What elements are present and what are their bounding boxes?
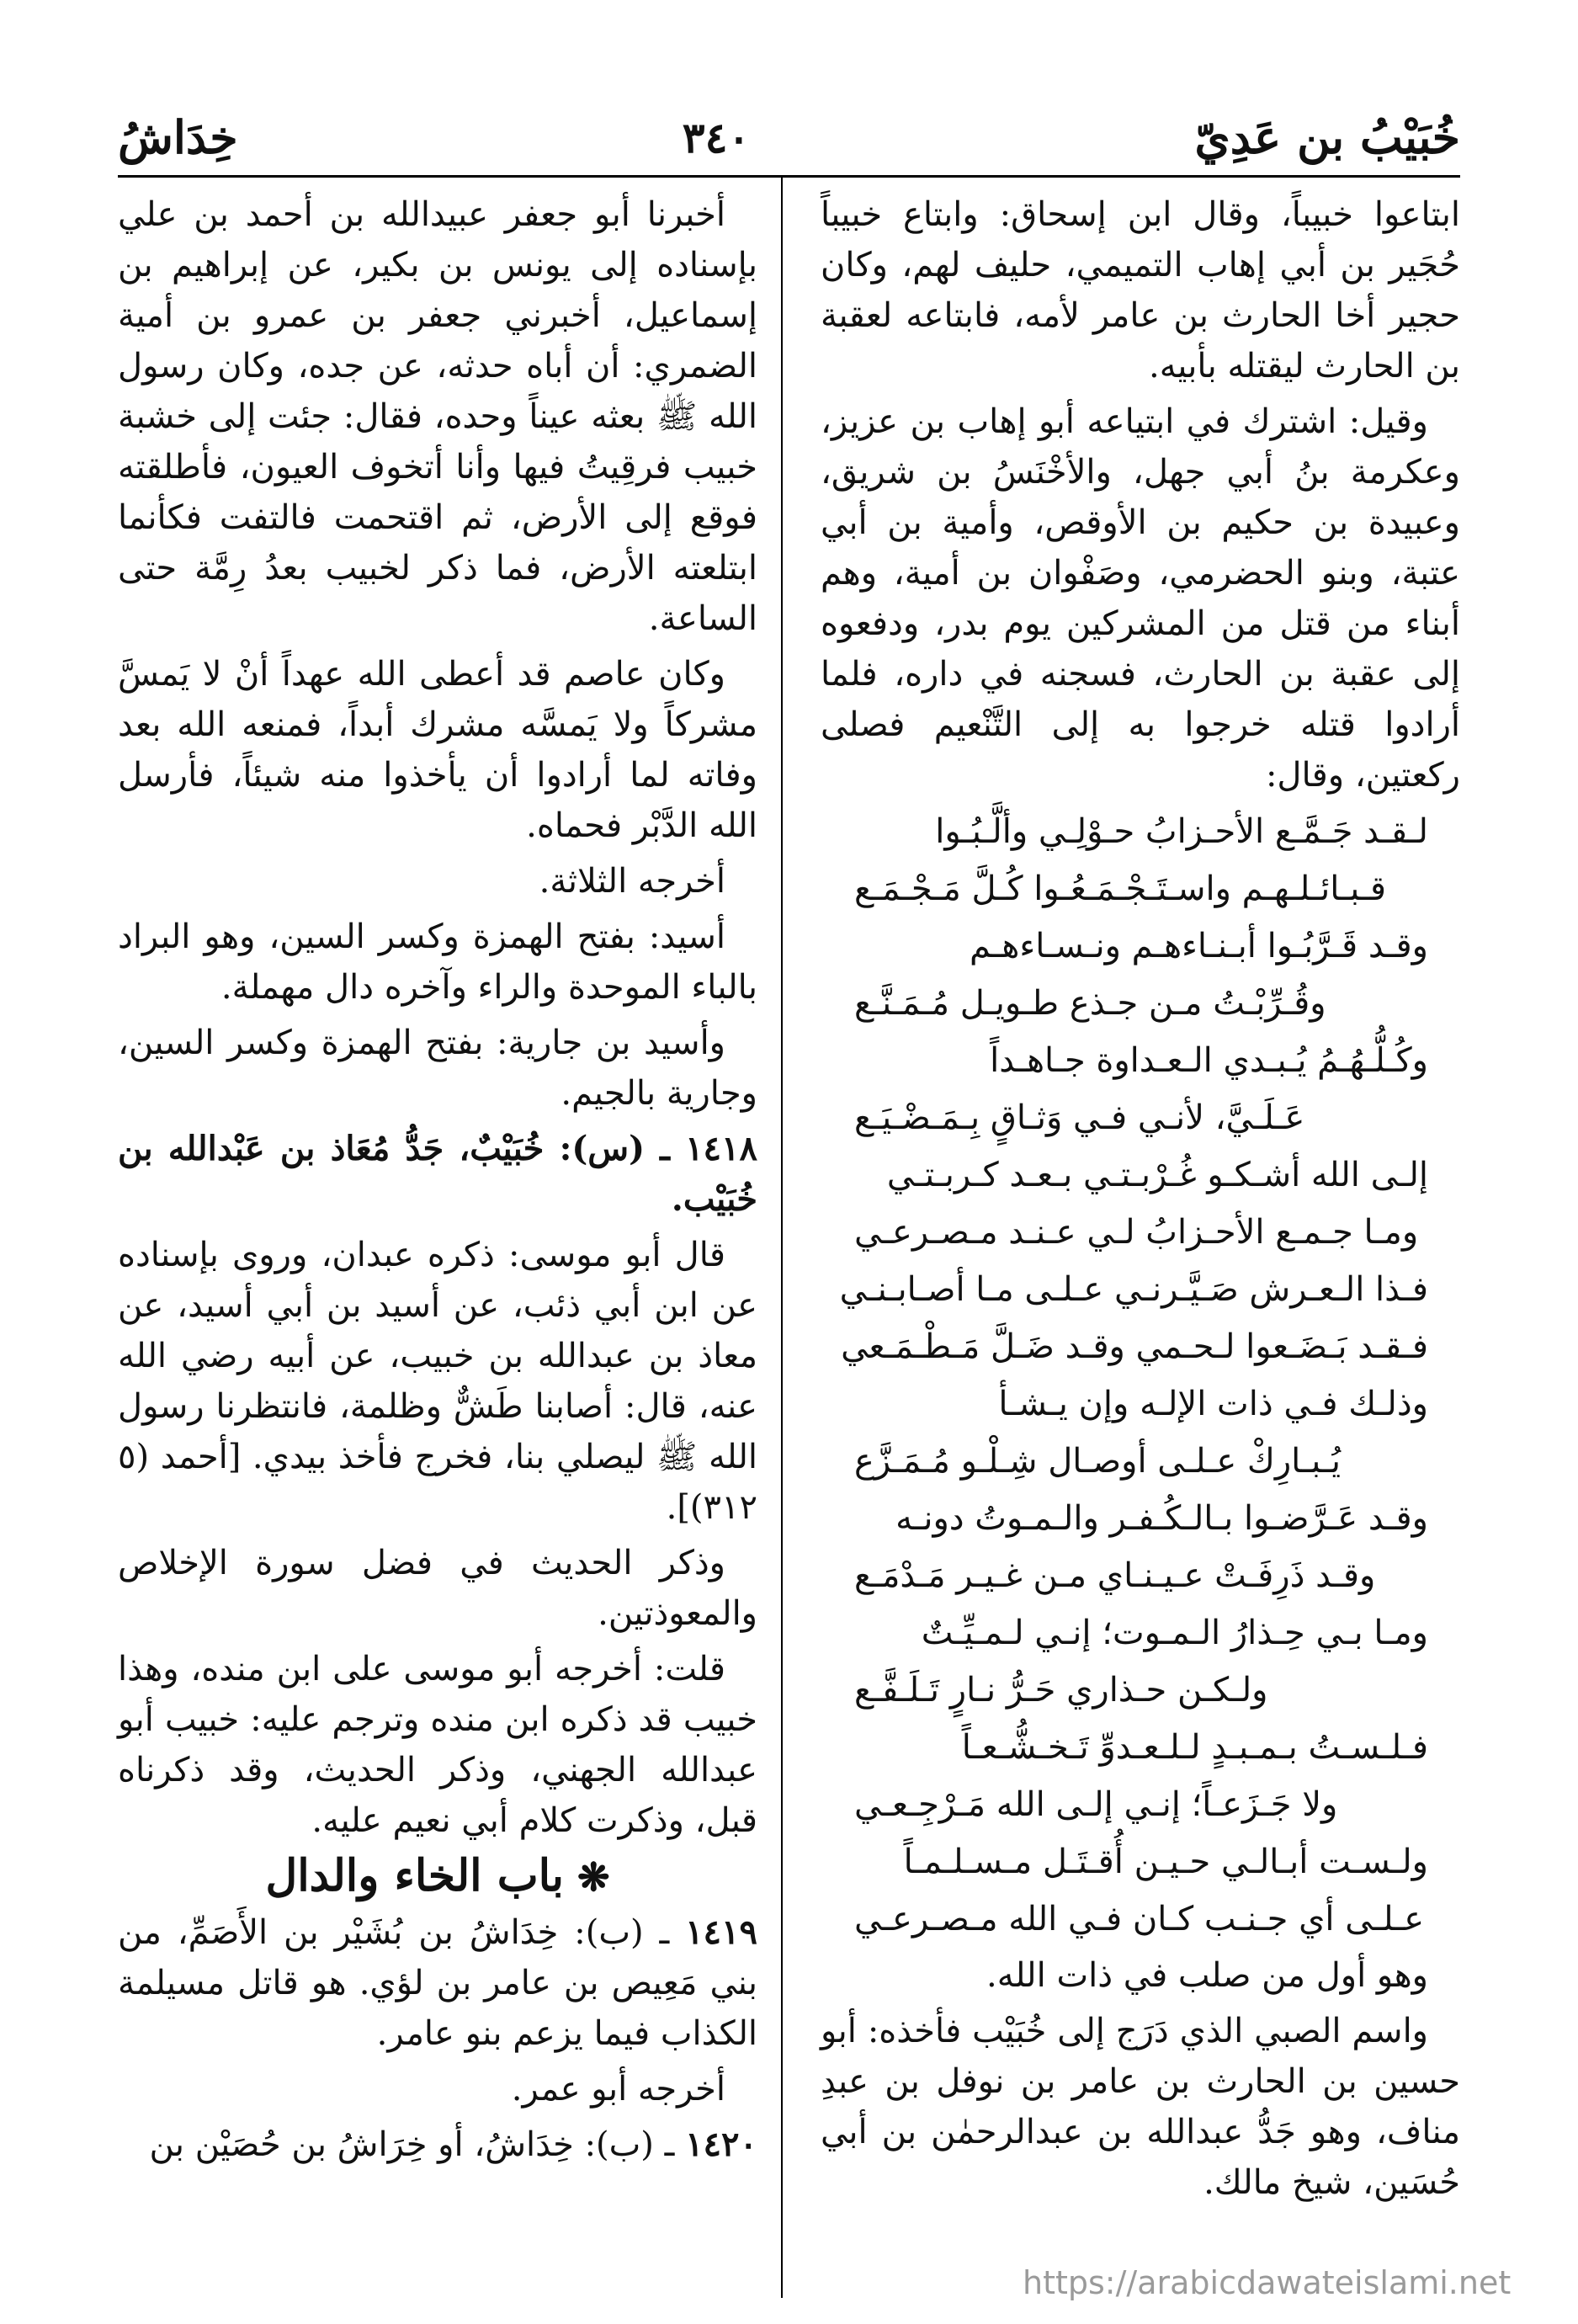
- verse-line: ولـسـت أبـالـي حـيـن أُقـتَـل مـسـلـمـاً: [903, 1843, 1428, 1881]
- page-number: ٣٤٠: [682, 112, 751, 162]
- paragraph: وهو أول من صلب في ذات الله.: [986, 1956, 1428, 1995]
- flower-ornament-icon: ❋: [577, 1854, 610, 1900]
- entry-heading: ـ (ب): خِدَاشُ بن بُشَيْر بن الأَصَمِّ، من بني مَعِيص بن عامر بن لؤي. هو قاتل مسيلمة الكذاب فيما يزعم بنو عامر.: [118, 1913, 757, 2053]
- left-column: [118, 189, 757, 2175]
- right-column: [821, 189, 1460, 2213]
- paragraph: أخرجه أبو عمر.: [511, 2070, 725, 2109]
- verse-line: لـقـد جَـمَّـع الأحـزابُ حـوْلِـي وألَّـبُـوا: [935, 812, 1428, 851]
- verse-line: وقُـرِّبْـتُ مـن جـذع طـويـل مُـمَـنَّـع: [854, 984, 1326, 1023]
- poem: [821, 806, 1460, 1945]
- entry-1419: [118, 1907, 757, 2059]
- entry-1418: [118, 1124, 757, 1225]
- verse-line: ومـا جـمـع الأحـزابُ لـي عـنـد مـصـرعـي: [854, 1213, 1419, 1252]
- verse-line: ولـكـن حـذاري حَـرُّ نـارٍ تَـلَـفَّـع: [854, 1671, 1268, 1710]
- header-rule: [118, 175, 1460, 178]
- paragraph: وذكر الحديث في فضل سورة الإخلاص والمعوذتين.: [118, 1544, 757, 1633]
- paragraph: أخرجه الثلاثة.: [539, 862, 725, 901]
- verse-line: إلـى الله أشـكـو غُـرْبـتـي بـعـد كـربـتـي: [886, 1156, 1428, 1194]
- paragraph: وقيل: اشترك في ابتياعه أبو إهاب بن عزيز، وعكرمة بنُ أبي جهل، والأخْنَسُ بن شريق، وعبيدة بن حكيم بن الأوقص، وأمية بن أبي عتبة، وبنو الحضرمي، وصَفْوان بن أمية، وهم أبناء من قتل من المشركين يوم بدر، ودفعوه إلى عقبة بن الحارث، فسجنه في داره، فلما أرادوا قتله خرجوا به إلى التَّنْعيم فصلى ركعتين، وقال:: [821, 402, 1460, 795]
- entry-number: ١٤١٩: [685, 1912, 757, 1952]
- column-divider: [781, 177, 783, 2298]
- section-title-text: باب الخاء والدال: [265, 1850, 564, 1901]
- watermark: https://arabicdawateislami.net: [1023, 2264, 1512, 2301]
- running-title-left: خِدَاشُ: [118, 110, 238, 164]
- verse-line: ومـا بـي حِـذارُ الـمـوت؛ إنـي لـمـيِّـتٌ: [921, 1614, 1428, 1652]
- running-title-right: خُبَيْبُ بن عَدِيّ: [1194, 110, 1460, 164]
- paragraph: واسم الصبي الذي دَرَج إلى خُبَيْب فأخذه: أبو حسين بن الحارث بن عامر بن نوفل بن عبدِ مناف، وهو جَدُّ عبدالله بن عبدالرحمٰن بن أبي حُسَين، شيخ مالك.: [821, 2012, 1460, 2202]
- page-header: [118, 99, 1460, 175]
- paragraph: قلت: أخرجه أبو موسى على ابن منده، وهذا خبيب قد ذكره ابن منده وترجم عليه: خبيب أبو عبدالله الجهني، وذكر الحديث، وقد ذكرناه قبل، وذكرت كلام أبي نعيم عليه.: [118, 1650, 757, 1840]
- verse-line: فـلـسـتُ بـمـبـدٍ لـلـعـدوِّ تَـخـشُّـعـاً: [961, 1728, 1428, 1767]
- verse-line: وكُـلُّـهُـمُ يُـبـدي الـعـداوة جـاهـداً: [990, 1041, 1428, 1080]
- entry-number: ١٤١٨: [685, 1129, 757, 1168]
- paragraph: أخبرنا أبو جعفر عبيدالله بن أحمد بن علي بإسناده إلى يونس بن بكير، عن إبراهيم بن إسماعيل، أخبرني جعفر بن عمرو بن أمية الضمري: أن أباه حدثه، عن جده، وكان رسول الله ﷺ بعثه عيناً وحده، فقال: جئت إلى خشبة خبيب فرقِيتُ فيها وأنا أتخوف العيون، فأطلقته فوقع إلى الأرض، ثم اقتحمت فالتفت فكأنما ابتلعته الأرض، فما ذكر لخبيب بعدُ رِمَّة حتى الساعة.: [118, 195, 757, 638]
- verse-line: وذلـك فـي ذات الإلـه وإن يـشـأ: [998, 1385, 1428, 1423]
- verse-line: وقـد عَـرَّضـوا بـالـكُـفـر والـمـوتُ دونـه: [895, 1499, 1428, 1538]
- verse-line: وقـد قَـرَّبُـوا أبـنـاءهـم ونـسـاءهـم: [969, 927, 1428, 965]
- paragraph: أسيد: بفتح الهمزة وكسر السين، وهو البراد بالباء الموحدة والراء وآخره دال مهملة.: [118, 917, 757, 1007]
- entry-heading: ـ (ب): خِدَاشُ، أو خِرَاشُ بن حُصَيْن بن: [149, 2125, 686, 2164]
- entry-1420: [118, 2119, 757, 2170]
- verse-line: ولا جَـزَعـاً؛ إنـي إلـى الله مَـرْجِـعـي: [854, 1785, 1338, 1824]
- paragraph: قال أبو موسى: ذكره عبدان، وروى بإسناده عن ابن أبي ذئب، عن أسيد بن أبي أسيد، عن معاذ بن عبدالله بن خبيب، عن أبيه رضي الله عنه، قال: أصابنا طَشٌّ وظلمة، فانتظرنا رسول الله ﷺ ليصلي بنا، فخرج فأخذ بيدي. [أحمد (٥ ٣١٢)].: [118, 1236, 758, 1527]
- verse-line: قـبـائـلـهـم واسـتَـجْـمَـعُـوا كُـلَّ مَـجْـمَـع: [854, 870, 1387, 908]
- entry-heading: ـ (س): خُبَيْبٌ، جَدُّ مُعَاذ بن عَبْدالله بن خُبَيْب.: [118, 1129, 757, 1219]
- verse-line: فـقـد بَـضَـعوا لـحـمي وقـد ضَـلَّ مَـطْـمَـعي: [841, 1327, 1428, 1366]
- paragraph: وكان عاصم قد أعطى الله عهداً أنْ لا يَمسَّ مشركاً ولا يَمسَّه مشرك أبداً، فمنعه الله بعد وفاته لما أرادوا أن يأخذوا منه شيئاً، فأرسل الله الدَّبْر فحماه.: [118, 655, 757, 845]
- paragraph: ابتاعوا خبيباً، وقال ابن إسحاق: وابتاع خبيباً حُجَير بن أبي إهاب التميمي، حليف لهم، وكان حجير أخا الحارث بن عامر لأمه، فابتاعه لعقبة بن الحارث ليقتله بأبيه.: [821, 195, 1460, 386]
- verse-line: فـذا الـعـرش صَـيَّـرنـي عـلـى مـا أصـابـنـي: [839, 1270, 1428, 1309]
- verse-line: عَـلَـيَّ، لأنـي فـي وَثـاقٍ بِـمَـضْـيَـع: [854, 1098, 1305, 1137]
- entry-number: ١٤٢٠: [685, 2125, 757, 2164]
- paragraph: وأسيد بن جارية: بفتح الهمزة وكسر السين، وجارية بالجيم.: [118, 1024, 757, 1113]
- section-title: [118, 1851, 757, 1902]
- verse-line: يُـبـارِكْ عـلـى أوصـال شِـلْـو مُـمَـزَّع: [854, 1442, 1342, 1481]
- verse-line: عـلـى أي جـنـب كـان فـي الله مـصـرعـي: [854, 1900, 1425, 1938]
- verse-line: وقـد ذَرِفَـتْ عـيـنـاي مـن غـيـر مَـدْمَـع: [854, 1556, 1376, 1595]
